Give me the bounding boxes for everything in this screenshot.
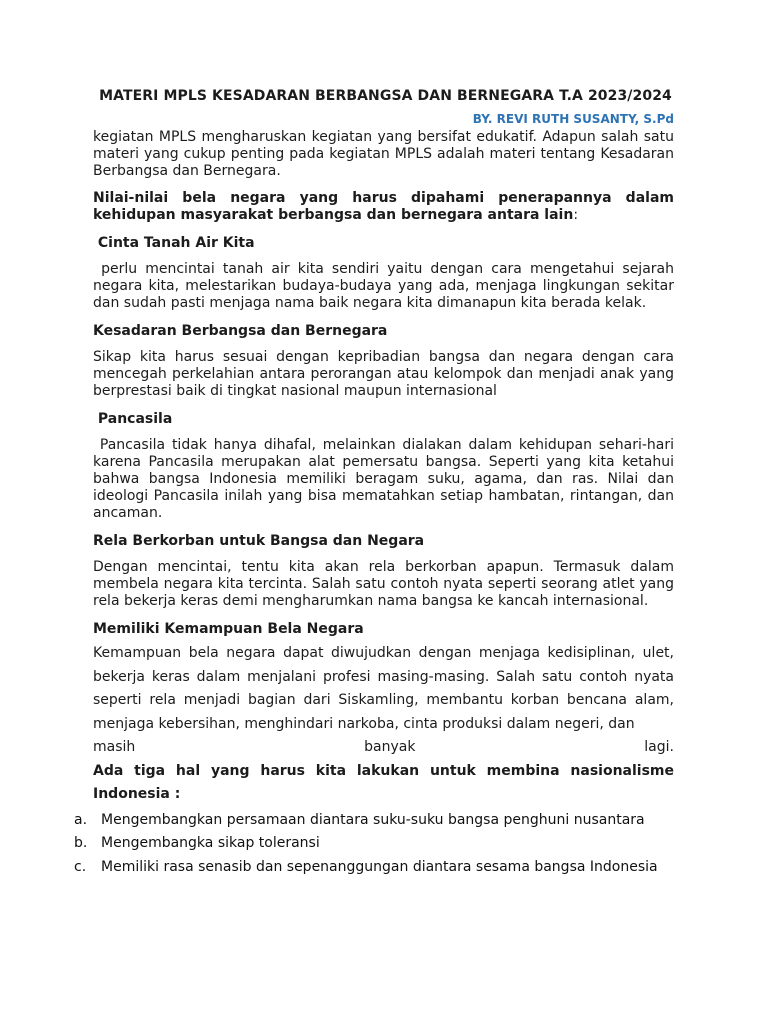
values-lead [93,190,674,224]
values-lead-colon: : [573,207,579,223]
section-kemampuan [93,620,674,760]
section-heading: Memiliki Kemampuan Bela Negara [93,621,364,637]
list-item-text: Mengembangka sikap toleransi [101,835,320,851]
section-heading: Rela Berkorban untuk Bangsa dan Negara [93,533,425,549]
list-marker: b. [74,835,88,851]
list-item [74,832,674,856]
list-item-text: Memiliki rasa senasib dan sepenanggungan diantara sesama bangsa Indonesia [101,858,658,875]
section-text: Dengan mencintai, tentu kita akan rela berkorban apapun. Termasuk dalam membela negara kita tercinta. Salah satu contoh nyata seperti seorang atlet yang rela bekerja keras demi mengharumkan nama bangsa ke kancah internasional. [93,559,674,609]
section-text: Pancasila tidak hanya dihafal, melainkan dialakan dalam kehidupan sehari-hari karena Pancasila merupakan alat pemersatu bangsa. Seperti yang kita ketahui bahwa bangsa Indonesia memiliki beragam suku, agama, dan ras. Nilai dan ideologi Pancasila inilah yang bisa mematahkan setiap hambatan, rintangan, dan ancaman. [93,437,679,521]
document-body [74,87,679,879]
section-rela-berkorban [93,532,674,610]
section-kesadaran [93,322,674,400]
list-item [74,809,674,833]
closing-lead-line1: Ada tiga hal yang harus kita lakukan untuk membina nasionalisme [93,762,674,779]
list-item [74,856,674,880]
section-text: Kemampuan bela negara dapat diwujudkan dengan menjaga kedisiplinan, ulet, bekerja keras dalam menjalani profesi masing-masing. Salah satu contoh nyata seperti rela menjadi bagian dari Siskamling, membantu korban bencana alam, menjaga kebersihan, menghindari narkoba, cinta produksi dalam negeri, dan [93,645,674,732]
intro-paragraph: kegiatan MPLS mengharuskan kegiatan yang bersifat edukatif. Adapun salah satu materi yang cukup penting pada kegiatan MPLS adalah materi tentang Kesadaran Berbangsa dan Bernegara. [93,129,674,179]
nationalism-list [74,809,674,880]
section-pancasila [93,410,679,522]
closing-lead-line2: Indonesia : [93,786,181,802]
section-text: perlu mencintai tanah air kita sendiri yaitu dengan cara mengetahui sejarah negara kita, melestarikan budaya-budaya yang ada, menjaga lingkungan sekitar dan sudah pasti menjaga nama baik negara kita dimanapun kita berada kelak. [93,261,679,311]
closing-lead [93,760,674,807]
section-cinta-tanah-air [93,234,679,312]
list-marker: a. [74,811,88,828]
document-title: MATERI MPLS KESADARAN BERBANGSA DAN BERNEGARA T.A 2023/2024 [99,88,672,104]
section-heading: Cinta Tanah Air Kita [93,235,255,251]
section-heading: Pancasila [93,411,173,427]
values-lead-text: Nilai-nilai bela negara yang harus dipahami penerapannya dalam kehidupan masyarakat berbangsa dan bernegara antara lain [93,190,674,223]
list-marker: c. [74,858,87,875]
document-author: BY. REVI RUTH SUSANTY, S.Pd [472,112,674,126]
list-item-text: Mengembangkan persamaan diantara suku-suku bangsa penghuni nusantara [101,811,645,828]
section-text: Sikap kita harus sesuai dengan kepribadian bangsa dan negara dengan cara mencegah perkelahian antara perorangan atau kelompok dan menjadi anak yang berprestasi baik di tingkat nasional maupun internasional [93,349,674,399]
section-heading: Kesadaran Berbangsa dan Bernegara [93,323,388,339]
section-text-last-line: masih banyak lagi. [93,739,674,755]
